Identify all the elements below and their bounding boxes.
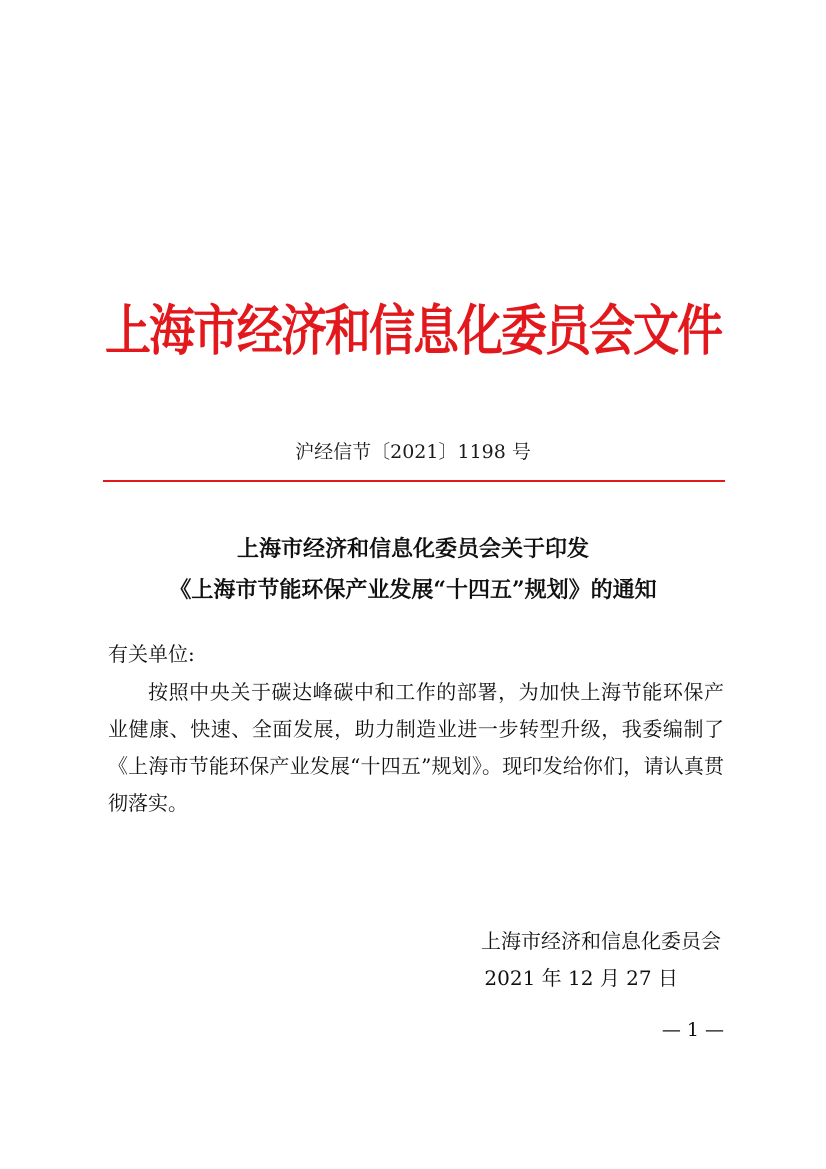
document-number: 沪经信节〔2021〕1198 号 (295, 441, 531, 463)
body-paragraph: 按照中央关于碳达峰碳中和工作的部署，为加快上海节能环保产业健康、快速、全面发展，助力制造业进一步转型升级，我委编制了《上海市节能环保产业发展“十四五”规划》。现印发给你们，请认真贯彻落实。 (108, 680, 724, 815)
signature-organization: 上海市经济和信息化委员会 (481, 929, 721, 953)
document-title-line-2: 《上海市节能环保产业发展“十四五”规划》的通知 (169, 577, 657, 603)
document-title-line-1: 上海市经济和信息化委员会关于印发 (236, 536, 589, 562)
salutation: 有关单位: (108, 642, 195, 666)
page-number: — 1 — (661, 1019, 724, 1041)
issuer-title: 上海市经济和信息化委员会文件 (105, 298, 721, 363)
signature-date: 2021 年 12 月 27 日 (484, 966, 678, 990)
red-divider-line (103, 480, 725, 482)
